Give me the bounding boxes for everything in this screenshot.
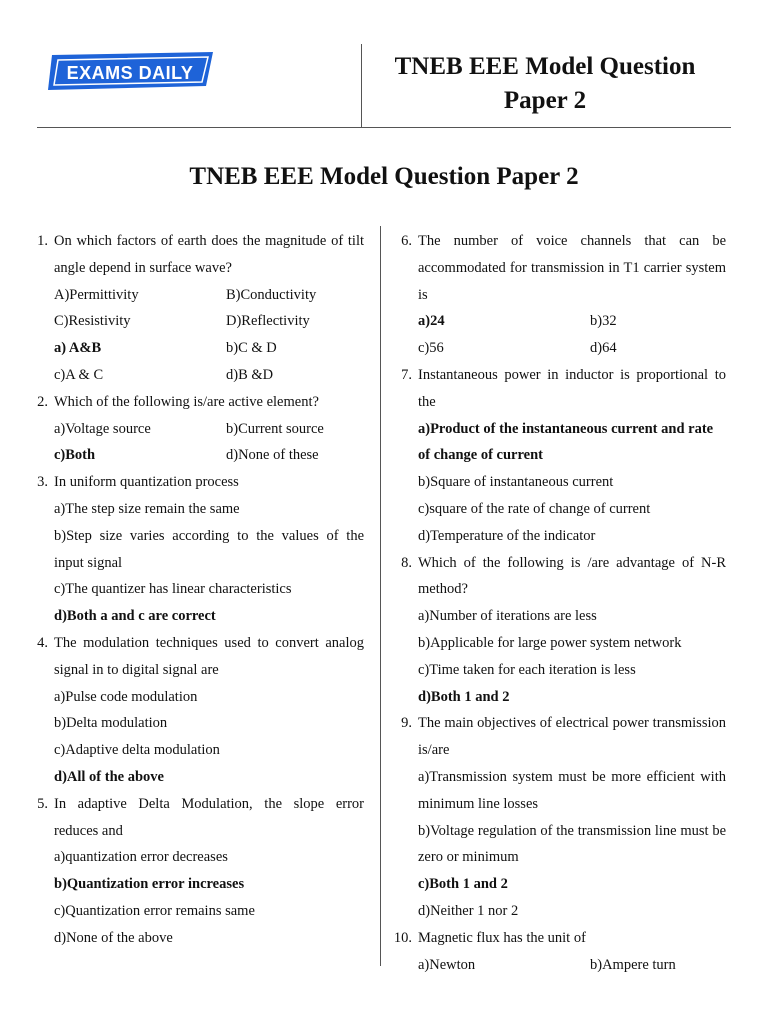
option: D)Reflectivity [226,313,310,330]
option: a)quantization error decreases [54,849,228,866]
question-text: Which of the following is /are advantage of N-R method? [418,554,726,598]
option: a)The step size remain the same [54,500,240,517]
question-1 [24,228,364,389]
left-column [24,228,364,952]
question-text: Magnetic flux has the unit of [418,929,586,946]
option-row [54,308,364,335]
option-row [418,308,726,335]
option: a)Voltage source [54,420,151,437]
question-number: 3. [37,474,48,491]
question-number: 2. [37,393,48,410]
option: c)Time taken for each iteration is less [418,661,636,678]
option: b)Delta modulation [54,715,168,732]
question-4 [24,630,364,791]
correct-option: c)Both 1 and 2 [418,876,508,893]
question-number: 8. [401,554,412,571]
header-title-line-2: Paper 2 [503,87,587,114]
correct-option: a)24 [418,313,445,330]
column-divider [380,226,381,966]
question-number: 5. [37,795,48,812]
option-row [54,416,364,443]
option: C)Resistivity [54,313,131,330]
correct-option: a)Product of the instantaneous current and rate of change of current [418,420,714,464]
option: d)B &D [226,366,274,383]
correct-option: d)Both a and c are correct [54,608,216,625]
option: a)Transmission system must be more efficient with minimum line losses [418,768,726,812]
question-number: 6. [401,233,412,249]
question-text: Which of the following is/are active element? [54,393,319,410]
option: b)C & D [226,340,277,357]
correct-option: b)Quantization error increases [54,876,245,893]
option: c)56 [418,340,444,357]
option: c)Quantization error remains same [54,902,255,919]
option: a)Pulse code modulation [54,688,198,705]
right-column [388,228,726,978]
question-number: 4. [37,634,48,651]
option-row [54,442,364,469]
question-text: The number of voice channels that can be accommodated for transmission in T1 carrier system is [418,233,726,303]
question-7 [388,362,726,550]
header-title-line-1: TNEB EEE Model Question [394,53,696,80]
question-number: 9. [401,715,412,732]
option: d)None of these [226,447,319,464]
correct-option: d)All of the above [54,768,164,785]
option: a)Newton [418,956,476,973]
question-6 [388,228,726,362]
logo-text: EXAMS DAILY [66,63,194,83]
option: d)Neither 1 nor 2 [418,902,519,919]
question-number: 10. [393,929,412,946]
header-title [380,50,710,118]
question-10 [388,925,726,979]
option: c)A & C [54,366,104,383]
option: b)Current source [226,420,324,437]
option: c)square of the rate of change of current [418,500,651,517]
option: b)Voltage regulation of the transmission line must be zero or minimum [418,822,726,866]
question-text: Instantaneous power in inductor is proportional to the [418,366,726,410]
option-row [54,282,364,309]
option: d)64 [590,340,617,357]
question-text: The modulation techniques used to convert analog signal in to digital signal are [54,634,364,678]
option-row [418,952,726,979]
question-9 [388,710,726,924]
option: b)Square of instantaneous current [418,474,614,491]
option: d)Temperature of the indicator [418,527,596,544]
option: B)Conductivity [226,286,317,303]
question-3 [24,469,364,630]
option-row [54,362,364,389]
header-divider-vertical [361,44,362,128]
question-text: The main objectives of electrical power transmission is/are [418,715,726,759]
header-divider-horizontal [37,127,731,128]
option: A)Permittivity [54,286,139,303]
question-text: In uniform quantization process [54,474,239,491]
option: c)Adaptive delta modulation [54,742,220,759]
correct-option: d)Both 1 and 2 [418,688,510,705]
question-number: 1. [37,233,48,249]
question-5 [24,791,364,952]
option: c)The quantizer has linear characteristics [54,581,292,598]
option: b)32 [590,313,617,330]
question-2 [24,389,364,469]
option: b)Applicable for large power system network [418,634,682,651]
option: a)Number of iterations are less [418,608,597,625]
question-8 [388,550,726,711]
correct-option: c)Both [54,447,96,464]
option-row [54,335,364,362]
document-title: TNEB EEE Model Question Paper 2 [189,163,579,190]
option: b)Ampere turn [590,956,676,973]
option-row [418,335,726,362]
option: b)Step size varies according to the values of the input signal [54,527,364,571]
option: d)None of the above [54,929,173,946]
page-header [0,0,768,130]
question-text: In adaptive Delta Modulation, the slope error reduces and [54,795,364,839]
question-text: On which factors of earth does the magnitude of tilt angle depend in surface wave? [54,233,364,276]
question-number: 7. [401,366,412,383]
exams-daily-logo [48,52,213,92]
correct-option: a) A&B [54,340,102,357]
